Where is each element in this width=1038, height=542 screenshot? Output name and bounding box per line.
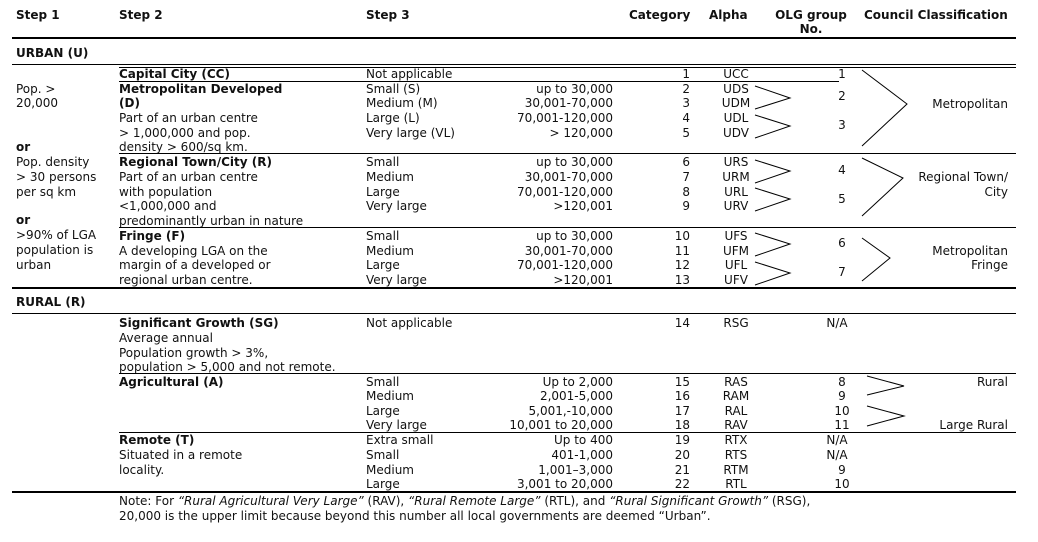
rm-name: Remote (T) [119, 433, 195, 447]
rt-category: 7 [682, 170, 690, 184]
rm-category: 21 [674, 463, 690, 477]
fr-category: 13 [674, 273, 690, 287]
cc-alpha: UCC [723, 67, 749, 81]
rm-olg: N/A [826, 448, 848, 462]
rm-size: Small [366, 448, 400, 462]
footnote-line1 [119, 494, 810, 508]
note-rav: “Rural Agricultural Very Large” [177, 494, 364, 508]
md-range: > 120,000 [549, 126, 613, 140]
ag-council-rural: Rural [976, 375, 1008, 389]
rt-olg: 4 [838, 163, 846, 177]
note-text: (RTL), and [540, 494, 610, 508]
step1-density-line3: per sq km [16, 185, 77, 199]
ag-category: 16 [674, 389, 690, 403]
rt-name: Regional Town/City (R) [119, 155, 272, 169]
rt-alpha: URM [722, 170, 750, 184]
rm-desc-line: Situated in a remote [119, 448, 243, 462]
fr-desc-line: A developing LGA on the [119, 244, 268, 258]
md-alpha: UDV [722, 126, 750, 140]
ag-range: Up to 2,000 [542, 375, 613, 389]
md-size: Large (L) [366, 111, 420, 125]
fr-olg: 6 [838, 236, 846, 250]
fr-range: 30,001-70,000 [524, 244, 613, 258]
rt-olg: 5 [838, 192, 846, 206]
rt-category: 9 [682, 199, 690, 213]
ag-name: Agricultural (A) [119, 375, 224, 389]
rt-range: 30,001-70,000 [524, 170, 613, 184]
md-council: Metropolitan [932, 97, 1008, 111]
rm-category: 20 [674, 448, 690, 462]
rm-range: 3,001 to 20,000 [516, 477, 613, 491]
fr-alpha: UFL [724, 258, 748, 272]
rt-alpha: URS [723, 155, 749, 169]
rt-size: Medium [366, 170, 414, 184]
fr-desc-line: regional urban centre. [119, 273, 253, 287]
md-alpha: UDS [723, 82, 749, 96]
ag-category: 17 [674, 404, 690, 418]
fr-category: 11 [674, 244, 690, 258]
rm-desc-line: locality. [119, 463, 165, 477]
rt-size: Large [366, 185, 400, 199]
chevron-fr-2 [755, 262, 790, 285]
sg-alpha: RSG [723, 316, 749, 330]
fr-desc-line: margin of a developed or [119, 258, 271, 272]
rt-council-line2: City [984, 185, 1008, 199]
md-desc-line: > 1,000,000 and pop. [119, 126, 251, 140]
fr-olg: 7 [838, 265, 846, 279]
header-council: Council Classification [864, 8, 1008, 22]
sg-name: Significant Growth (SG) [119, 316, 279, 330]
rt-desc-line: <1,000,000 and [119, 199, 217, 213]
sg-step3: Not applicable [366, 316, 453, 330]
ag-category: 15 [674, 375, 690, 389]
rm-olg: 10 [834, 477, 850, 491]
fr-category: 12 [674, 258, 690, 272]
rm-size: Extra small [366, 433, 434, 447]
ag-size: Very large [366, 418, 427, 432]
note-rtl: “Rural Remote Large” [408, 494, 541, 508]
fr-council-line2: Fringe [971, 258, 1008, 272]
fr-category: 10 [674, 229, 690, 243]
rm-alpha: RTM [723, 463, 749, 477]
rm-olg: 9 [838, 463, 846, 477]
sg-desc-line: Population growth > 3%, [119, 346, 269, 360]
rural-section-rule [12, 313, 1016, 314]
step1-or-2: or [16, 213, 31, 227]
footnote-line2: 20,000 is the upper limit because beyond this number all local governments are deemed “Urban”. [119, 509, 711, 523]
rt-range: >120,001 [553, 199, 613, 213]
ag-range: 5,001,-10,000 [528, 404, 613, 418]
urban-inner-rule [119, 67, 1016, 68]
cc-name: Capital City (CC) [119, 67, 230, 81]
urban-section-rule [12, 64, 1016, 65]
rm-olg: N/A [826, 433, 848, 447]
md-category: 3 [682, 96, 690, 110]
ag-alpha: RAS [724, 375, 748, 389]
fr-alpha: UFS [724, 229, 748, 243]
ag-alpha: RAM [722, 389, 750, 403]
note-text: (RAV), [363, 494, 409, 508]
md-olg: 2 [838, 89, 846, 103]
rt-alpha: URV [723, 199, 749, 213]
chevron-md-1 [755, 86, 790, 109]
md-size: Very large (VL) [366, 126, 455, 140]
md-range: 70,001-120,000 [517, 111, 613, 125]
section-urban: URBAN (U) [16, 46, 89, 60]
step1-lga-line1: >90% of LGA [16, 228, 97, 242]
fr-range: 70,001-120,000 [517, 258, 613, 272]
table-bottom-rule [12, 491, 1016, 493]
md-alpha: UDM [721, 96, 751, 110]
ag-range: 2,001-5,000 [539, 389, 613, 403]
chevron-md-2 [755, 115, 790, 138]
md-size: Small (S) [366, 82, 421, 96]
header-rule [12, 37, 1016, 39]
rt-alpha: URL [724, 185, 748, 199]
md-name-line1: Metropolitan Developed [119, 82, 283, 96]
md-category: 4 [682, 111, 690, 125]
rm-range: Up to 400 [554, 433, 613, 447]
ag-range: 10,001 to 20,000 [509, 418, 613, 432]
header-category: Category [629, 8, 691, 22]
ag-olg: 11 [834, 418, 850, 432]
note-prefix: Note: For [119, 494, 178, 508]
rm-range: 1,001–3,000 [538, 463, 613, 477]
urban-end-rule [12, 287, 1016, 289]
md-range: 30,001-70,000 [524, 96, 613, 110]
fr-size: Medium [366, 244, 414, 258]
md-desc-line: density > 600/sq km. [119, 140, 248, 154]
rt-desc-line: predominantly urban in nature [119, 214, 304, 228]
rt-range: 70,001-120,000 [517, 185, 613, 199]
ag-size: Large [366, 404, 400, 418]
step1-pop-line1: Pop. > [16, 82, 56, 96]
header-alpha: Alpha [709, 8, 748, 22]
header-step1: Step 1 [16, 8, 60, 22]
step1-lga-line3: urban [16, 258, 52, 272]
section-rural: RURAL (R) [16, 295, 86, 309]
md-category: 5 [682, 126, 690, 140]
note-rsg: “Rural Significant Growth” [609, 494, 769, 508]
rt-desc-line: Part of an urban centre [119, 170, 258, 184]
rm-alpha: RTS [724, 448, 748, 462]
rt-range: up to 30,000 [536, 155, 613, 169]
sg-desc-line: population > 5,000 and not remote. [119, 360, 336, 374]
note-text: (RSG), [768, 494, 811, 508]
ag-alpha: RAV [724, 418, 748, 432]
rt-size: Small [366, 155, 400, 169]
sg-olg: N/A [826, 316, 848, 330]
ag-olg: 10 [834, 404, 850, 418]
ag-category: 18 [674, 418, 690, 432]
rm-range: 401-1,000 [551, 448, 613, 462]
step1-pop-line2: 20,000 [16, 96, 58, 110]
fr-range: >120,001 [553, 273, 613, 287]
header-step2: Step 2 [119, 8, 163, 22]
rt-category: 6 [682, 155, 690, 169]
md-desc-line: Part of an urban centre [119, 111, 258, 125]
ag-size: Small [366, 375, 400, 389]
sg-category: 14 [674, 316, 690, 330]
md-range: up to 30,000 [536, 82, 613, 96]
rm-category: 19 [674, 433, 690, 447]
fr-name: Fringe (F) [119, 229, 186, 243]
sg-rule [119, 373, 1016, 374]
ag-council-large-rural: Large Rural [939, 418, 1008, 432]
cc-category: 1 [682, 67, 690, 81]
sg-desc-line: Average annual [119, 331, 213, 345]
rm-size: Medium [366, 463, 414, 477]
md-rule [119, 153, 1016, 154]
fr-range: up to 30,000 [536, 229, 613, 243]
fr-size: Small [366, 229, 400, 243]
ag-alpha: RAL [724, 404, 748, 418]
ag-olg: 8 [838, 375, 846, 389]
md-category: 2 [682, 82, 690, 96]
rm-alpha: RTL [725, 477, 747, 491]
rt-category: 8 [682, 185, 690, 199]
step1-density-line2: > 30 persons [16, 170, 97, 184]
chevron-rt-2 [755, 188, 790, 211]
step1-or-1: or [16, 140, 31, 154]
md-name-line2: (D) [119, 96, 140, 110]
fr-size: Large [366, 258, 400, 272]
header-olg-line1: OLG group [775, 8, 847, 22]
ag-olg: 9 [838, 389, 846, 403]
chevron-fr-1 [755, 233, 790, 256]
fr-alpha: UFM [722, 244, 750, 258]
rm-size: Large [366, 477, 400, 491]
fr-council-line1: Metropolitan [932, 244, 1008, 258]
step1-density-line1: Pop. density [16, 155, 90, 169]
rm-category: 22 [674, 477, 690, 491]
md-alpha: UDL [723, 111, 749, 125]
fr-alpha: UFV [724, 273, 748, 287]
rt-council-line1: Regional Town/ [918, 170, 1008, 184]
md-size: Medium (M) [366, 96, 438, 110]
header-step3: Step 3 [366, 8, 410, 22]
cc-step3: Not applicable [366, 67, 453, 81]
ag-size: Medium [366, 389, 414, 403]
chevron-rt-1 [755, 160, 790, 183]
rt-size: Very large [366, 199, 427, 213]
rt-rule [119, 227, 1016, 228]
cc-olg: 1 [838, 67, 846, 81]
rt-desc-line: with population [119, 185, 213, 199]
step1-lga-line2: population is [16, 243, 94, 257]
md-olg: 3 [838, 118, 846, 132]
fr-size: Very large [366, 273, 427, 287]
header-olg-line2: No. [799, 22, 823, 36]
rm-alpha: RTX [724, 433, 748, 447]
